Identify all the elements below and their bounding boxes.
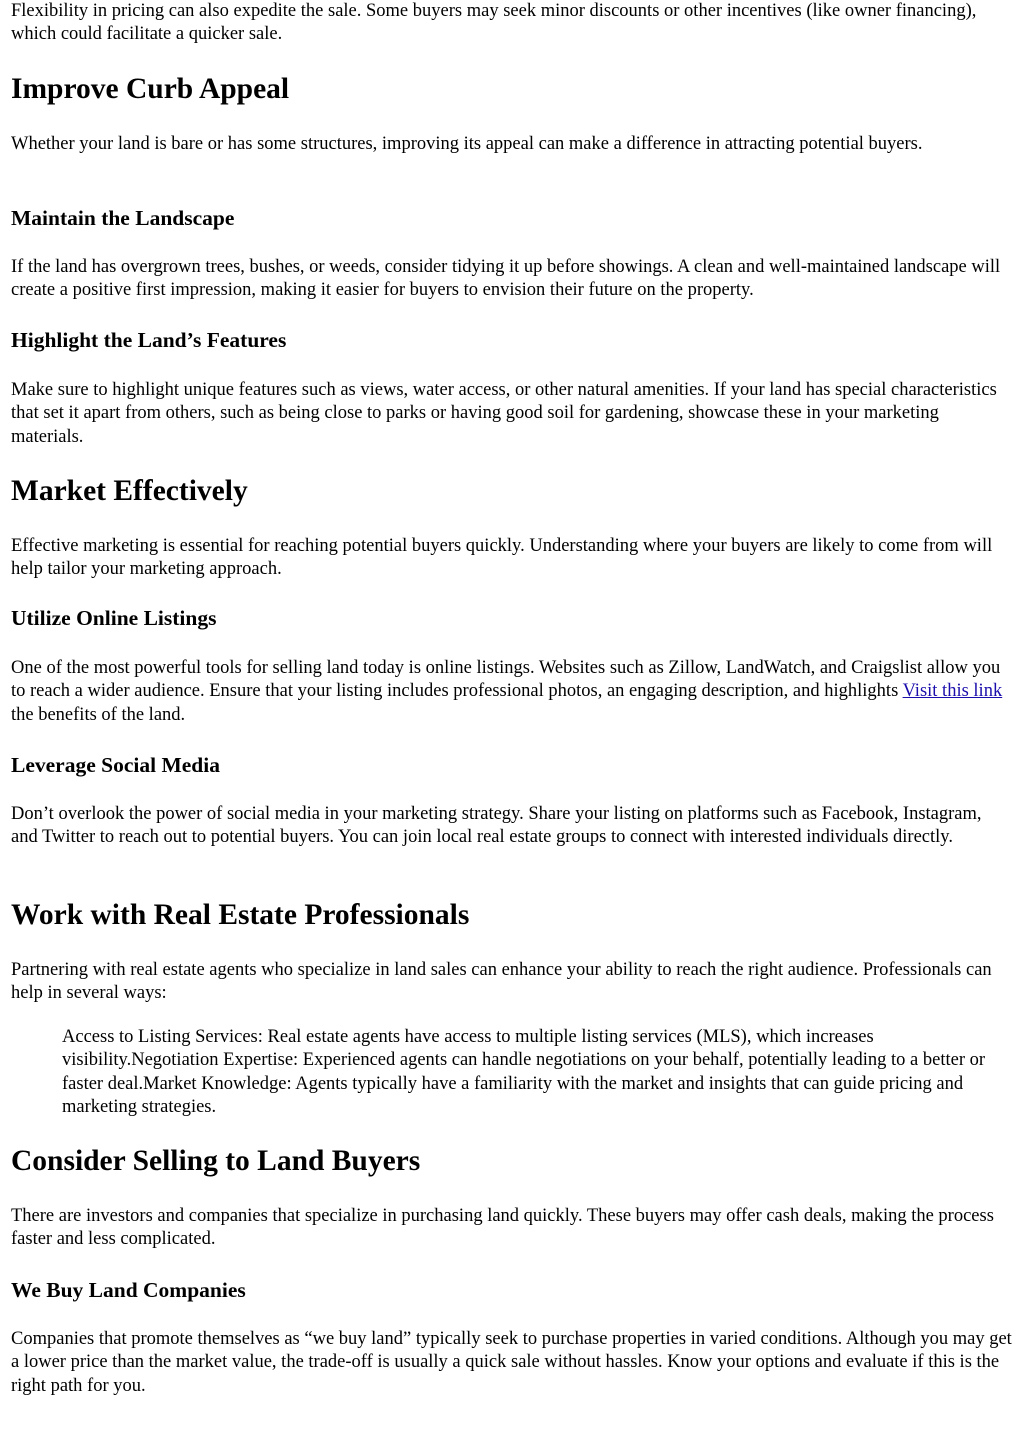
heading-maintain-landscape: Maintain the Landscape bbox=[11, 206, 235, 230]
online-listings-paragraph bbox=[11, 657, 1012, 727]
heading-online-listings: Utilize Online Listings bbox=[11, 606, 217, 630]
heading-real-estate-professionals: Work with Real Estate Professionals bbox=[11, 899, 470, 931]
heading-we-buy-land: We Buy Land Companies bbox=[11, 1278, 246, 1302]
heading-improve-curb-appeal: Improve Curb Appeal bbox=[11, 73, 290, 105]
visit-this-link[interactable]: Visit this link bbox=[902, 681, 1003, 702]
we-buy-land-paragraph: Companies that promote themselves as “we buy land” typically seek to purchase properties in varied conditions. Although you may get a lower price than the market value, the trade-off is usually a quick sale without hassles. Know your options and evaluate if this is the right path for you. bbox=[11, 1329, 1012, 1396]
social-media-paragraph: Don’t overlook the power of social media in your marketing strategy. Share your listing on platforms such as Facebook, Instagram, and Twitter to reach out to potential buyers. You can join local real estate groups to connect with interested individuals directly. bbox=[11, 804, 982, 848]
features-paragraph: Make sure to highlight unique features such as views, water access, or other natural amenities. If your land has special characteristics that set it apart from others, such as being close to parks or having good soil for gardening, showcase these in your marketing materials. bbox=[11, 380, 997, 447]
heading-market-effectively: Market Effectively bbox=[11, 475, 248, 507]
intro-paragraph: Flexibility in pricing can also expedite the sale. Some buyers may seek minor discounts or other incentives (like owner financing), which could facilitate a quicker sale. bbox=[11, 1, 977, 45]
online-listings-text-before: One of the most powerful tools for selling land today is online listings. Websites such as Zillow, LandWatch, and Craigslist allow you to reach a wider audience. Ensure that your listing includes professional photos, an engaging description, and highlights bbox=[11, 658, 1001, 702]
curb-appeal-paragraph: Whether your land is bare or has some structures, improving its appeal can make a difference in attracting potential buyers. bbox=[11, 134, 923, 154]
landscape-paragraph: If the land has overgrown trees, bushes, or weeds, consider tidying it up before showings. A clean and well-maintained landscape will create a positive first impression, making it easier for buyers to envision their future on the property. bbox=[11, 257, 1001, 301]
professionals-paragraph: Partnering with real estate agents who specialize in land sales can enhance your ability to reach the right audience. Professionals can help in several ways: bbox=[11, 960, 992, 1004]
heading-social-media: Leverage Social Media bbox=[11, 753, 220, 777]
professionals-blockquote: Access to Listing Services: Real estate agents have access to multiple listing services (MLS), which increases visibility.Negotiation Expertise: Experienced agents can handle negotiations on your behalf, potentially leading to a better or faster deal.Market Knowledge: Agents typically have a familiarity with the market and insights that can guide pricing and marketing strategies. bbox=[62, 1027, 986, 1117]
heading-highlight-features: Highlight the Land’s Features bbox=[11, 328, 287, 352]
heading-land-buyers: Consider Selling to Land Buyers bbox=[11, 1145, 421, 1177]
market-paragraph: Effective marketing is essential for reaching potential buyers quickly. Understanding where your buyers are likely to come from will help tailor your marketing approach. bbox=[11, 536, 993, 580]
land-buyers-paragraph: There are investors and companies that specialize in purchasing land quickly. These buyers may offer cash deals, making the process faster and less complicated. bbox=[11, 1206, 994, 1250]
online-listings-text-after: the benefits of the land. bbox=[11, 704, 186, 725]
